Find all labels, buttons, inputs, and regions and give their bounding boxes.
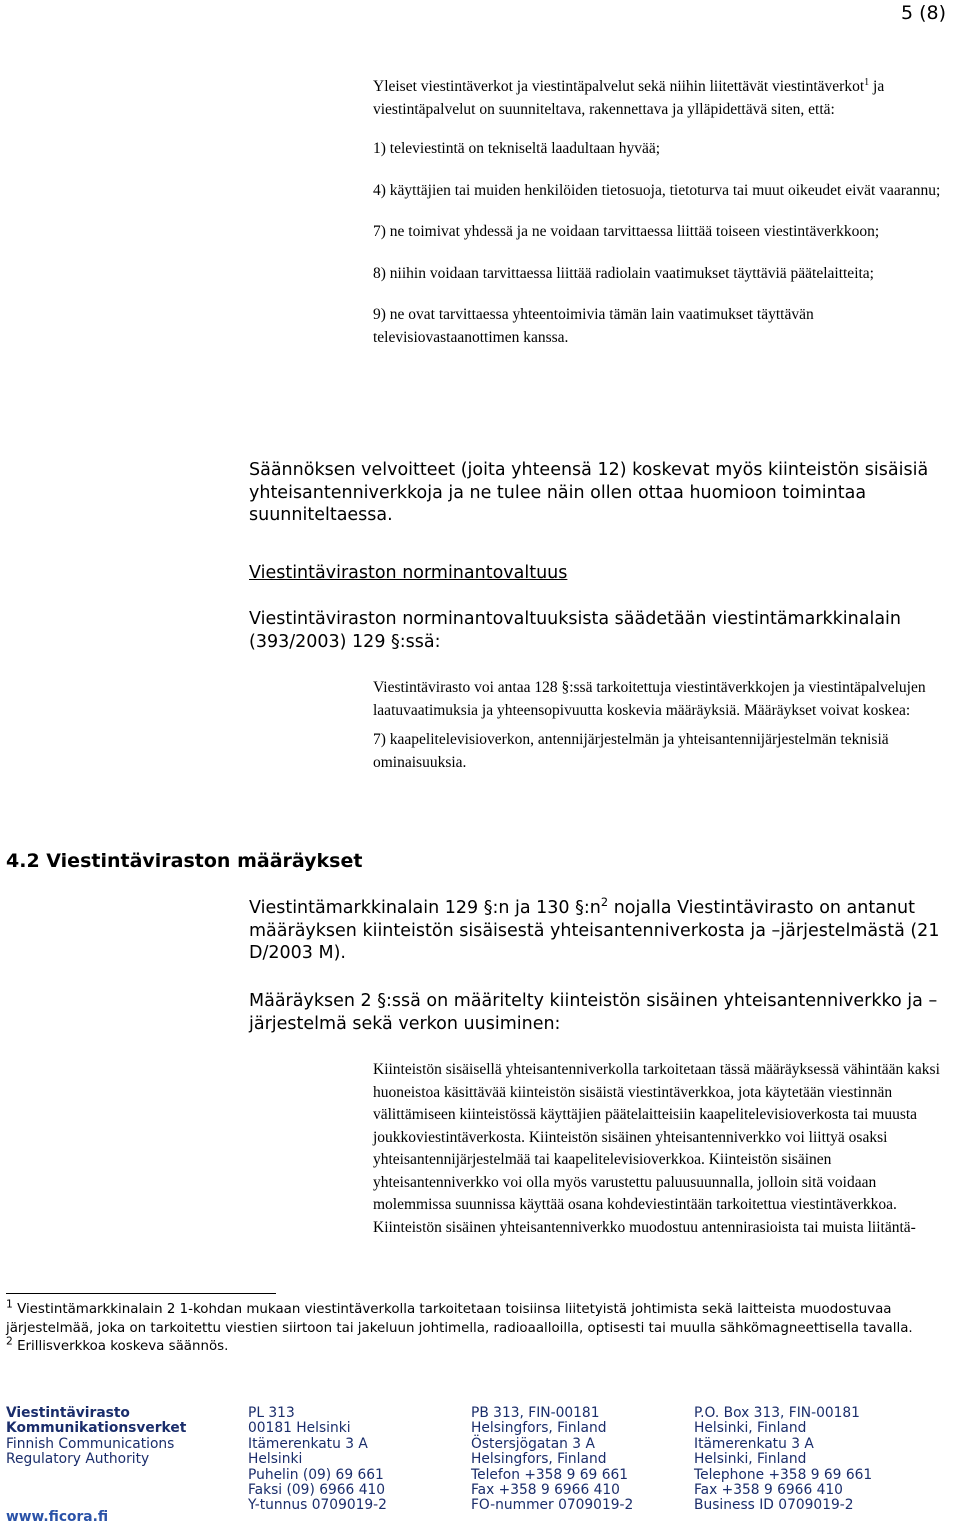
footer-org-name-en: Finnish Communications <box>6 1435 175 1452</box>
page-number: 5 (8) <box>900 2 946 24</box>
footer-org-name-sv: Kommunikationsverket <box>6 1420 187 1437</box>
quote2-paragraph: Viestintävirasto voi antaa 128 §:ssä tarkoitettuja viestintäverkkojen ja viestintäpalvelujen laatuvaatimuksia ja yhteensopivuutta koskevia määräyksiä. Määräykset voivat koskea: <box>373 679 926 719</box>
footer-website-link[interactable]: www.ficora.fi <box>6 1508 109 1525</box>
quote1-item: 4) käyttäjien tai muiden henkilöiden tietosuoja, tietoturva tai muut oikeudet eivät vaarannu; <box>373 181 941 199</box>
paragraph-regulation: Viestintämarkkinalain 129 §:n ja 130 $\S:n^2$ nojalla Viestintävirasto on antanut määräyksen kiinteistön sisäisestä yhteisantenniverkosta ja –järjestelmästä (21 D/2003 M). <box>249 895 940 963</box>
quote1-item: 8) niihin voidaan tarvittaessa liittää radiolain vaatimukset täyttäviä päätelaitteita; <box>373 264 874 282</box>
footer-address-en: P.O. Box 313, FIN-00181 Helsinki, Finland Itämerenkatu 3 A Helsinki, Finland Telephone +358 9 69 661 Fax +358 9 6966 410 Business ID 0709019-2 <box>694 1405 873 1514</box>
footer-org-name-fi: Viestintävirasto <box>6 1405 130 1421</box>
footer-org-name-en-2: Regulatory Authority <box>6 1451 150 1468</box>
quote2-item: 7) kaapelitelevisioverkon, antennijärjestelmän ja yhteisantennijärjestelmän teknisiä ominaisuuksia. <box>373 731 889 771</box>
footnote-1: $^1$ Viestintämarkkinalain 2 1-kohdan mukaan viestintäverkolla tarkoitetaan toisiinsa liitetyistä johtimista sekä laitteista muodostuvaa järjestelmää, joka on tarkoitettu viestien siirtoon tai jakeluun johtimella, radioaalloilla, optisesti tai muulla sähkömagneettisella tavalla. <box>6 1297 913 1336</box>
footnote-2: $^2$ Erillisverkkoa koskeva säännös. <box>6 1334 229 1354</box>
section-heading <box>6 850 362 872</box>
quote1-item: 1) televiestintä on tekniseltä laadultaan hyvää; <box>373 140 661 157</box>
quote1-item: 9) ne ovat tarvittaessa yhteentoimivia tämän lain vaatimukset täyttävän televisiovastaanottimen kanssa. <box>373 306 814 346</box>
subheading-norminantovaltuus: Viestintäviraston norminantovaltuus <box>249 563 568 583</box>
paragraph-obligations: Säännöksen velvoitteet (joita yhteensä 12) koskevat myös kiinteistön sisäisiä yhteisantenniverkkoja ja ne tulee näin ollen ottaa huomioon toimintaa suunniteltaessa. <box>249 460 929 525</box>
footer-address-sv: PB 313, FIN-00181 Helsingfors, Finland Östersjögatan 3 A Helsingfors, Finland Telefon +358 9 69 661 Fax +358 9 6966 410 FO-nummer 0709019-2 <box>471 1405 634 1514</box>
footnote-separator <box>6 1293 276 1294</box>
quote-block-1 <box>373 76 945 349</box>
footnotes <box>6 1297 936 1357</box>
section-number: 4.2 <box>6 850 40 872</box>
paragraph-definition-intro: Määräyksen 2 §:ssä on määritelty kiinteistön sisäinen yhteisantenniverkko ja –järjestelmä sekä verkon uusiminen: <box>249 991 938 1034</box>
footer-address-fi: PL 313 00181 Helsinki Itämerenkatu 3 A Helsinki Puhelin (09) 69 661 Faksi (09) 6966 410 Y-tunnus 0709019-2 <box>248 1405 387 1514</box>
paragraph-norm-authority: Viestintäviraston norminantovaltuuksista säädetään viestintämarkkinalain (393/2003) 129 §:ssä: <box>249 609 902 652</box>
quote-block-3: Kiinteistön sisäisellä yhteisantenniverkolla tarkoitetaan tässä määräyksessä vähintään kaksi huoneistoa käsittävää kiinteistön sisäistä viestintäverkkoa, jota käytetään viestinnän välittämiseen kiinteistössä käyttäjien päätelaitteisiin kaapelitelevisioverkosta tai muusta joukkoviestintäverkosta. Kiinteistön sisäinen yhteisantenniverkko voi liittyä osaksi yhteisantennijärjestelmää tai kaapelitelevisioverkkoa. Kiinteistön sisäinen yhteisantenniverkko voi olla myös varustettu paluusuunnalla, jolloin sitä voidaan molemmissa suunnissa käyttää osana kohdeviestintään tarkoitettua viestintäverkkoa. Kiinteistön sisäinen yhteisantenniverkko muodostuu antennirasioista tai muista liitäntä- <box>373 1061 940 1236</box>
quote1-item: 7) ne toimivat yhdessä ja ne voidaan tarvittaessa liittää toiseen viestintäverkkoon; <box>373 223 880 240</box>
section-title: Viestintäviraston määräykset <box>46 850 363 872</box>
quote1-intro: Yleiset viestintäverkot ja viestintäpalvelut sekä niihin liitettävät viestintäverkot$^1$ ja viestintäpalvelut on suunniteltava, rakennettava ja ylläpidettävä siten, että: <box>373 76 885 118</box>
footer-org <box>6 1406 236 1525</box>
quote-block-2 <box>373 677 953 774</box>
